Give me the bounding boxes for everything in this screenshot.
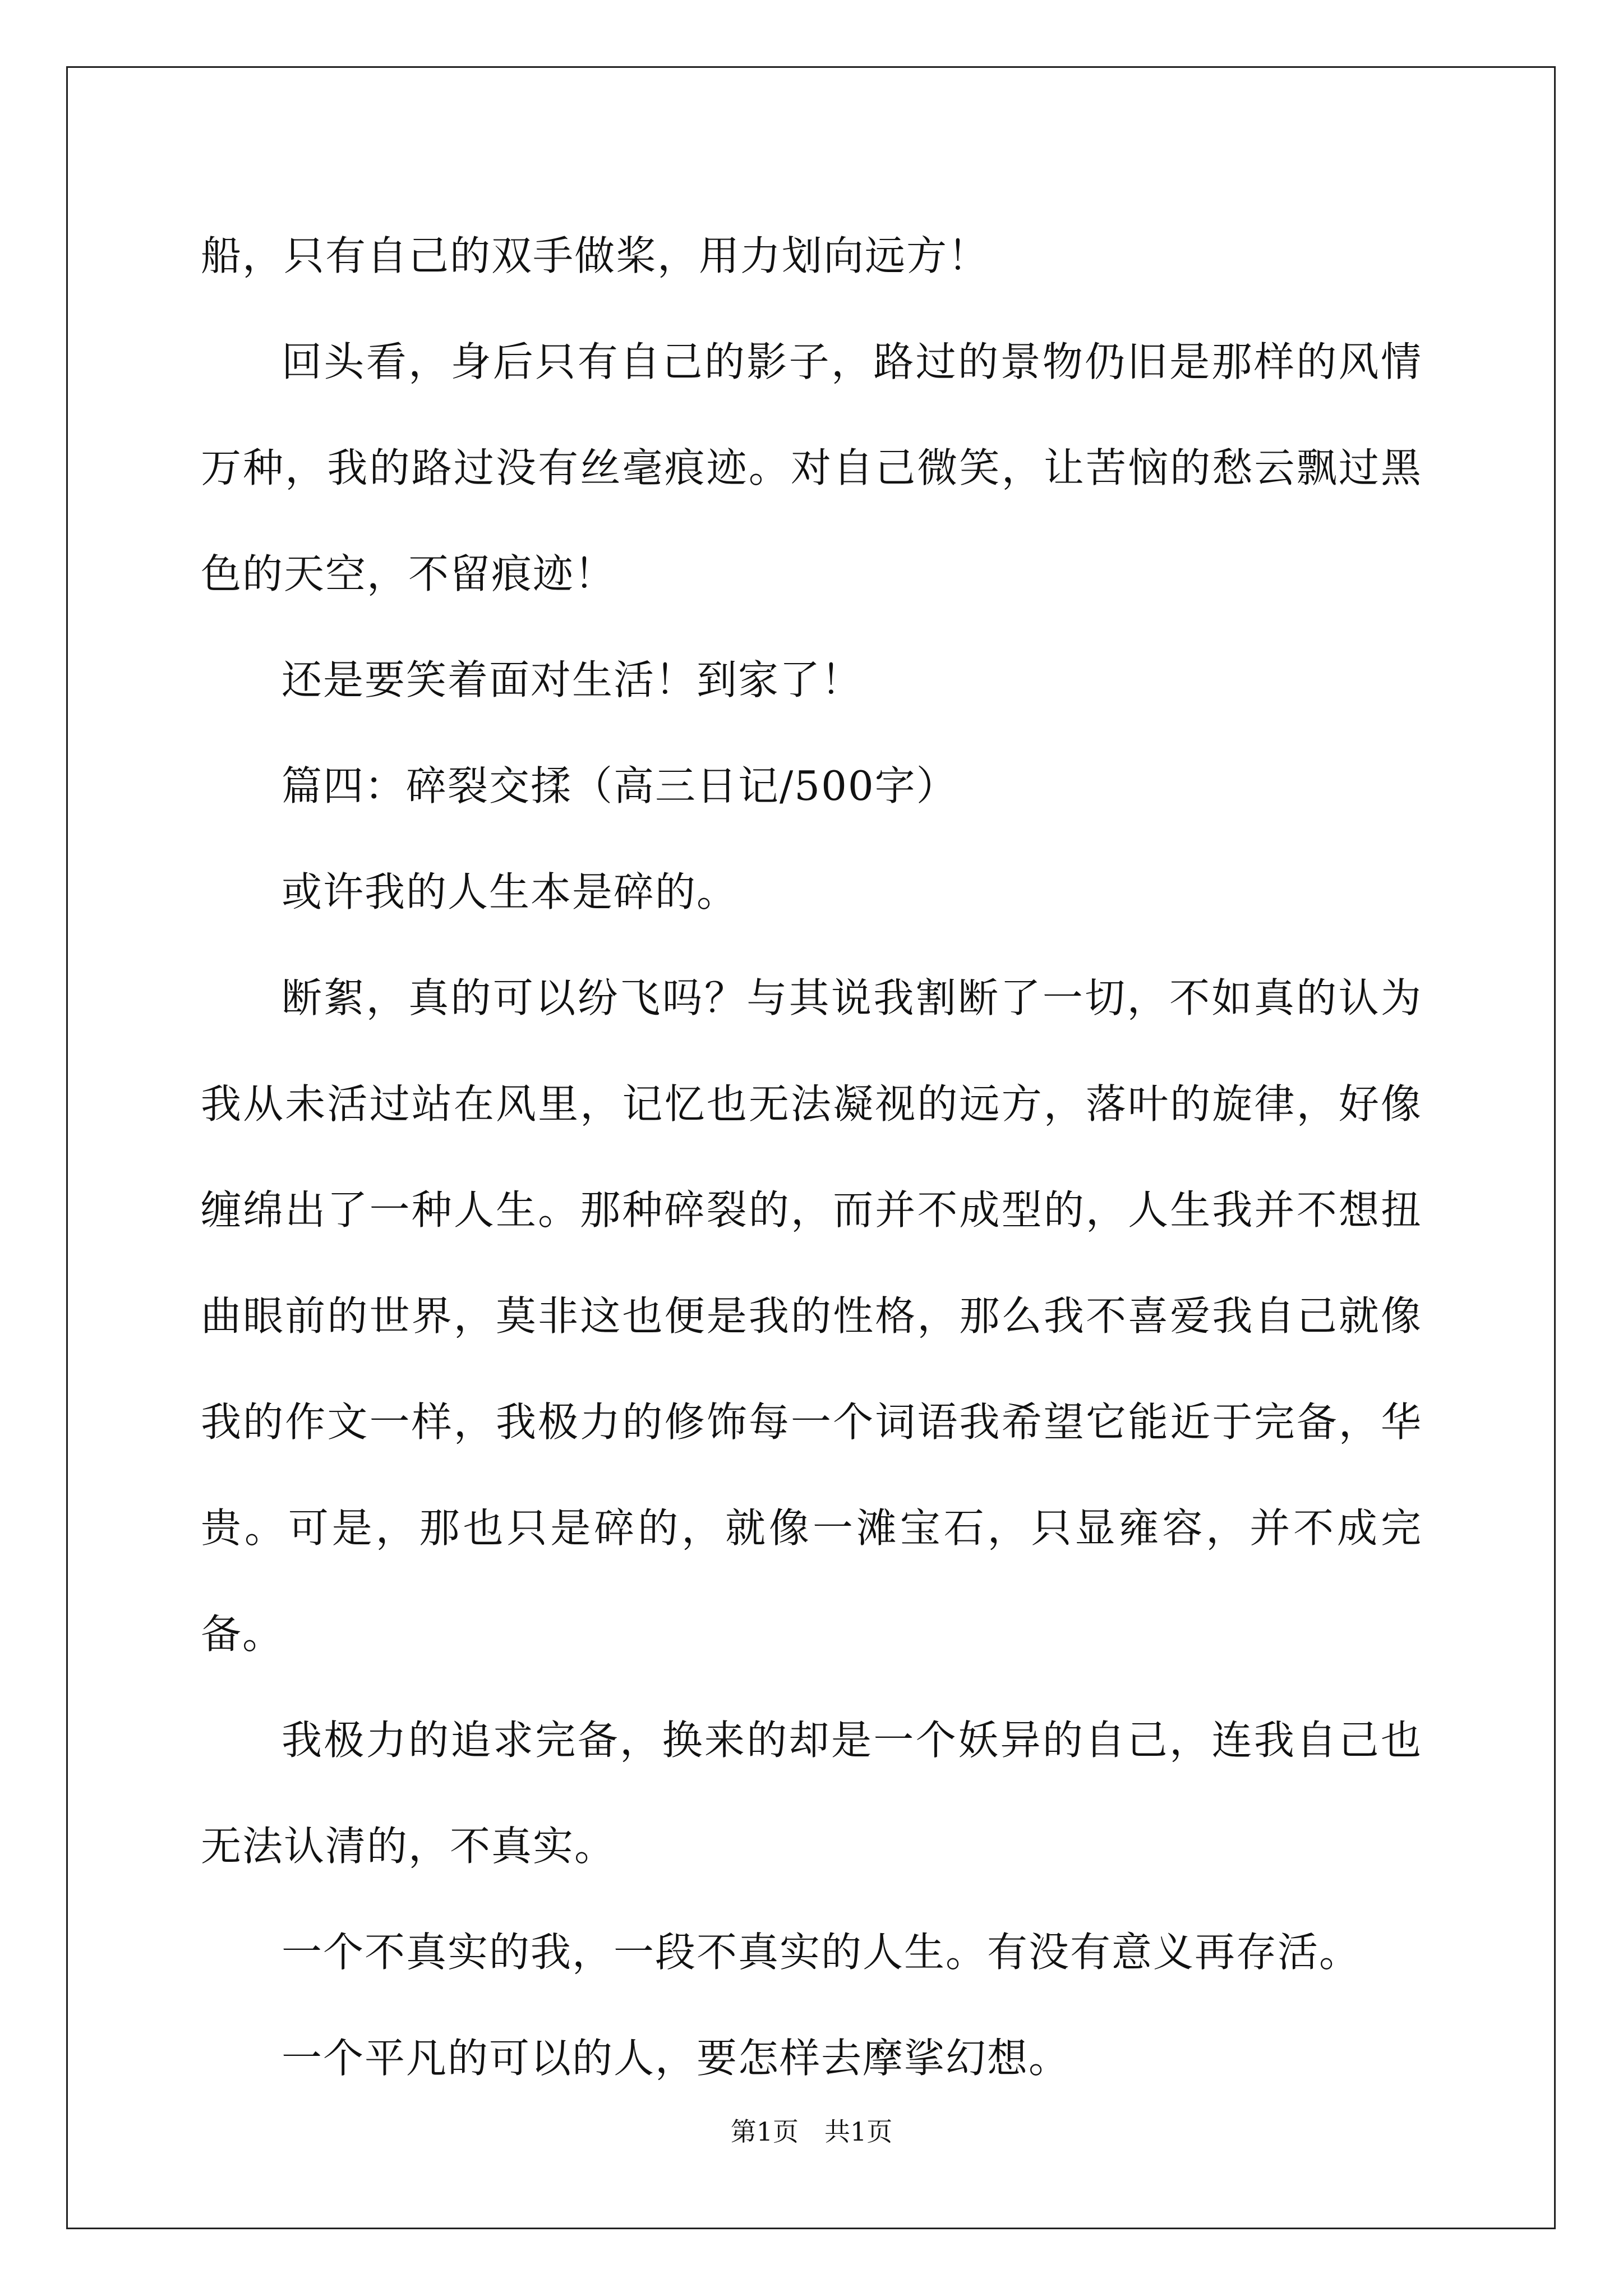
document-body bbox=[201, 203, 1422, 2111]
paragraph-1: 船，只有自己的双手做桨，用力划向远方！ bbox=[201, 232, 990, 279]
paragraph-2: 回头看，身后只有自己的影子，路过的景物仍旧是那样的风情万种，我的路过没有丝毫痕迹。对自己微笑，让苦恼的愁云飘过黑色的天空，不留痕迹！ bbox=[201, 338, 1422, 597]
paragraph-9: 一个平凡的可以的人，要怎样去摩挲幻想。 bbox=[282, 2035, 1071, 2082]
page-number-footer: 第1页 共1页 bbox=[730, 2116, 893, 2147]
paragraph-7: 我极力的追求完备，换来的却是一个妖异的自己，连我自己也无法认清的，不真实。 bbox=[201, 1717, 1422, 1870]
paragraph-5: 或许我的人生本是碎的。 bbox=[282, 868, 739, 915]
paragraph-6: 断絮，真的可以纷飞吗？与其说我割断了一切，不如真的认为我从未活过站在风里，记忆也无法凝视的远方，落叶的旋律，好像缠绵出了一种人生。那种碎裂的，而并不成型的，人生我并不想扭曲眼前的世界，莫非这也便是我的性格，那么我不喜爱我自己就像我的作文一样，我极力的修饰每一个词语我希望它能近于完备，华贵。可是，那也只是碎的，就像一滩宝石，只显雍容，并不成完备。 bbox=[201, 974, 1422, 1658]
section-heading: 篇四：碎裂交揉（高三日记/500字） bbox=[282, 762, 958, 809]
paragraph-8: 一个不真实的我，一段不真实的人生。有没有意义再存活。 bbox=[282, 1929, 1361, 1976]
paragraph-3: 还是要笑着面对生活！到家了！ bbox=[282, 656, 863, 703]
